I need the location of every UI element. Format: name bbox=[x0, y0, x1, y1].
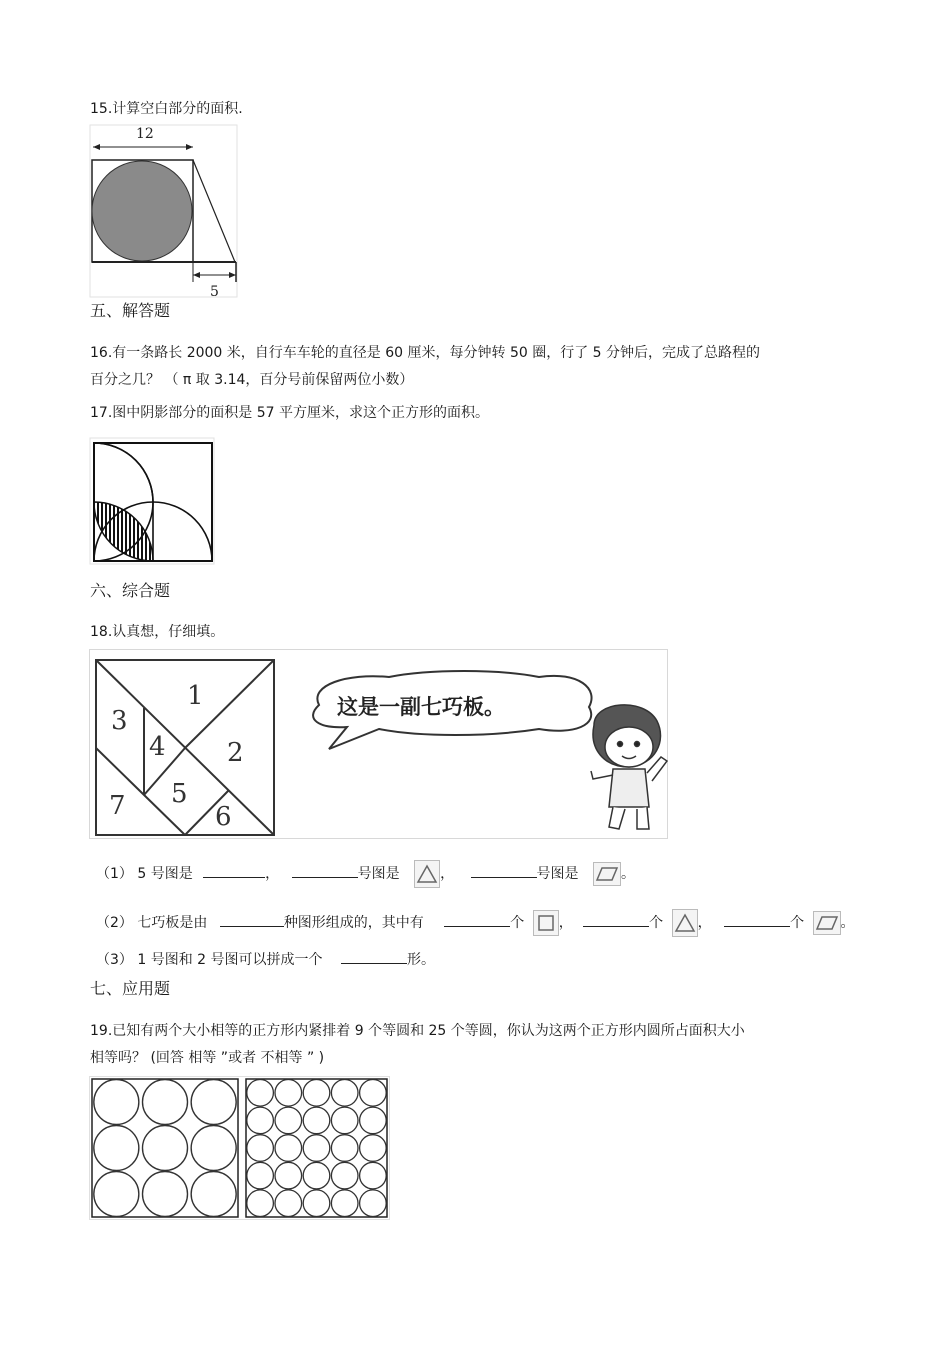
q17-text: 17.图中阴影部分的面积是 57 平方厘米，求这个正方形的面积。 bbox=[90, 405, 489, 421]
q15-text: 15.计算空白部分的面积. bbox=[90, 101, 243, 117]
grid-circle bbox=[191, 1172, 236, 1217]
boy-illustration bbox=[591, 705, 667, 829]
answer-blank-4[interactable] bbox=[220, 912, 284, 927]
piece-2: 2 bbox=[227, 738, 244, 768]
q18-p3-a: （3） 1 号图和 2 号图可以拼成一个 bbox=[96, 952, 323, 968]
grid-circle bbox=[331, 1080, 358, 1107]
answer-blank-8[interactable] bbox=[341, 949, 407, 964]
square-icon bbox=[533, 910, 559, 936]
grid-circle bbox=[360, 1080, 387, 1107]
piece-3: 3 bbox=[111, 706, 128, 736]
grid-circle bbox=[143, 1126, 188, 1171]
q19-line2: 相等吗？ (回答 相等 ”或者 不相等 ” ) bbox=[90, 1050, 325, 1066]
label-5: 5 bbox=[210, 284, 219, 298]
q18-p2-g: 个 bbox=[790, 915, 805, 931]
q18-p2-c: 个 bbox=[510, 915, 525, 931]
grid-circle bbox=[303, 1080, 330, 1107]
piece-5: 5 bbox=[171, 779, 188, 809]
grid-circle bbox=[247, 1162, 274, 1189]
grid-circle bbox=[275, 1107, 302, 1134]
grid-circle bbox=[247, 1190, 274, 1217]
nine-circles-square bbox=[92, 1079, 238, 1217]
parallelogram-icon bbox=[593, 862, 621, 886]
grid-circle bbox=[303, 1135, 330, 1162]
grid-circle bbox=[275, 1162, 302, 1189]
grid-circle bbox=[360, 1190, 387, 1217]
answer-blank-3[interactable] bbox=[471, 863, 537, 878]
q15-figure bbox=[89, 124, 239, 298]
speech-bubble bbox=[313, 671, 591, 749]
q18-p1-b: ， bbox=[265, 866, 280, 882]
grid-circle bbox=[275, 1080, 302, 1107]
grid-circle bbox=[360, 1162, 387, 1189]
parallelogram-icon-2 bbox=[813, 911, 841, 935]
q18-p2-f: ， bbox=[697, 915, 712, 931]
grid-circle bbox=[94, 1080, 139, 1125]
grid-circle bbox=[143, 1080, 188, 1125]
q18-p3-b: 形。 bbox=[406, 952, 435, 968]
q16-line1: 16.有一条路长 2000 米，自行车车轮的直径是 60 厘米，每分钟转 50 圈，行了 5 分钟后，完成了总路程的 bbox=[90, 345, 761, 361]
section5-title: 五、解答题 bbox=[90, 301, 171, 320]
label-12: 12 bbox=[136, 126, 154, 142]
answer-blank-1[interactable] bbox=[203, 863, 265, 878]
grid-circle bbox=[191, 1126, 236, 1171]
triangle-icon-2 bbox=[672, 909, 698, 937]
answer-blank-7[interactable] bbox=[724, 912, 790, 927]
piece-6: 6 bbox=[215, 802, 232, 832]
q19-figure bbox=[89, 1076, 391, 1221]
grid-circle bbox=[247, 1080, 274, 1107]
grid-circle bbox=[331, 1162, 358, 1189]
answer-blank-6[interactable] bbox=[583, 912, 649, 927]
q18-p1-f: 。 bbox=[620, 866, 635, 882]
grid-circle bbox=[275, 1135, 302, 1162]
grid-circle bbox=[360, 1135, 387, 1162]
q18-p1-c: 号图是 bbox=[357, 866, 400, 882]
answer-blank-5[interactable] bbox=[444, 912, 510, 927]
q18-p1-a: （1） 5 号图是 bbox=[96, 866, 193, 882]
grid-circle bbox=[94, 1126, 139, 1171]
q18-part2 bbox=[96, 909, 855, 937]
tangram-figure bbox=[89, 649, 669, 839]
grid-circle bbox=[275, 1190, 302, 1217]
q18-p2-e: 个 bbox=[649, 915, 664, 931]
grid-circle bbox=[143, 1172, 188, 1217]
twenty-five-circles-square bbox=[246, 1079, 387, 1217]
speech-text: 这是一副七巧板。 bbox=[337, 694, 505, 719]
q19-line1: 19.已知有两个大小相等的正方形内紧排着 9 个等圆和 25 个等圆，你认为这两个正方形内圆所占面积大小 bbox=[90, 1023, 745, 1039]
q18-p2-a: （2） 七巧板是由 bbox=[96, 915, 208, 931]
grid-circle bbox=[331, 1135, 358, 1162]
piece-1: 1 bbox=[187, 681, 204, 711]
answer-blank-2[interactable] bbox=[292, 863, 358, 878]
grid-circle bbox=[360, 1107, 387, 1134]
q18-p2-d: ， bbox=[558, 915, 573, 931]
q18-p1-e: 号图是 bbox=[536, 866, 579, 882]
grid-circle bbox=[331, 1107, 358, 1134]
triangle-icon bbox=[414, 860, 440, 888]
section6-title: 六、综合题 bbox=[90, 581, 171, 600]
q18-text: 18.认真想，仔细填。 bbox=[90, 624, 225, 640]
grid-circle bbox=[247, 1135, 274, 1162]
q18-p2-b: 种图形组成的，其中有 bbox=[283, 915, 424, 931]
grid-circle bbox=[303, 1162, 330, 1189]
q18-part3 bbox=[96, 949, 435, 970]
section7-title: 七、应用题 bbox=[90, 979, 171, 998]
grid-circle bbox=[94, 1172, 139, 1217]
grid-circle bbox=[247, 1107, 274, 1134]
q18-p2-h: 。 bbox=[840, 915, 855, 931]
piece-7: 7 bbox=[109, 791, 126, 821]
piece-4: 4 bbox=[149, 732, 166, 762]
q17-figure bbox=[89, 437, 216, 565]
q18-part1 bbox=[96, 860, 635, 888]
grid-circle bbox=[331, 1190, 358, 1217]
q18-p1-d: ， bbox=[440, 866, 455, 882]
grid-circle bbox=[303, 1107, 330, 1134]
grid-circle bbox=[303, 1190, 330, 1217]
grid-circle bbox=[191, 1080, 236, 1125]
q16-line2: 百分之几？ （ π 取 3.14，百分号前保留两位小数） bbox=[90, 372, 414, 388]
